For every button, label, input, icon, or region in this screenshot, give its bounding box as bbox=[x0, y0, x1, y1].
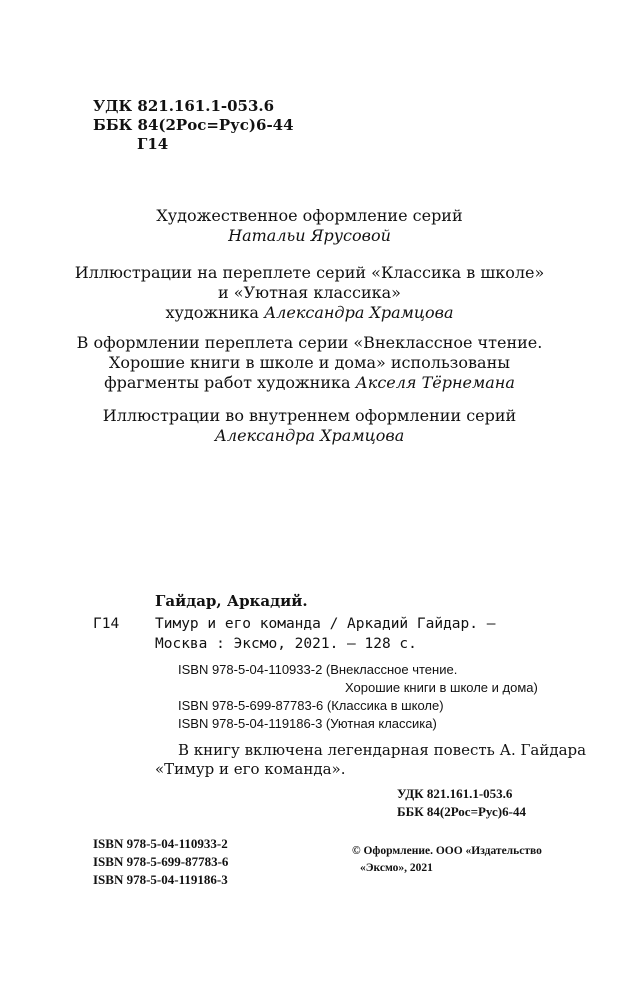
credits-cover-illustration-line: Иллюстрации на переплете серий «Классика в школе» bbox=[74, 263, 545, 282]
credits-inner-illustration-line: Иллюстрации во внутреннем оформлении серий bbox=[102, 406, 517, 425]
catalog-title-line: Тимур и его команда / Аркадий Гайдар. — bbox=[155, 616, 496, 632]
credits-binding-artist-prefix: фрагменты работ художника bbox=[104, 373, 351, 392]
credits-cover-artist-name: Александра Храмцова bbox=[264, 303, 454, 322]
udk-code: УДК 821.161.1-053.6 bbox=[93, 97, 275, 115]
catalog-annotation-line2: «Тимур и его команда». bbox=[155, 760, 346, 778]
credits-design-line: Художественное оформление серий bbox=[156, 206, 463, 225]
catalog-isbn-line: Хорошие книги в школе и дома) bbox=[345, 680, 538, 695]
catalog-isbn-line: ISBN 978-5-699-87783-6 (Классика в школе) bbox=[178, 698, 444, 713]
copyright-line1: © Оформление. ООО «Издательство bbox=[352, 845, 542, 857]
catalog-mark: Г14 bbox=[93, 616, 120, 632]
footer-isbn: ISBN 978-5-699-87783-6 bbox=[93, 854, 229, 869]
credits-binding-line1: В оформлении переплета серии «Внеклассное чтение. bbox=[76, 333, 543, 352]
catalog-annotation-line1: В книгу включена легендарная повесть А. Гайдара bbox=[178, 741, 587, 759]
credits-cover-series-line: и «Уютная классика» bbox=[218, 283, 401, 302]
catalog-isbn-line: ISBN 978-5-04-110933-2 (Внеклассное чтение. bbox=[178, 662, 458, 677]
credits-binding-artist-line bbox=[0, 373, 619, 393]
copyright-line2: «Эксмо», 2021 bbox=[360, 862, 433, 874]
credits-binding-artist-name: Акселя Тёрнемана bbox=[355, 373, 515, 392]
footer-isbn: ISBN 978-5-04-110933-2 bbox=[93, 836, 228, 851]
catalog-pub-line: Москва : Эксмо, 2021. — 128 с. bbox=[155, 636, 417, 652]
author-mark: Г14 bbox=[137, 135, 169, 153]
credits-inner-illustration-name: Александра Храмцова bbox=[214, 426, 405, 445]
catalog-isbn-line: ISBN 978-5-04-119186-3 (Уютная классика) bbox=[178, 716, 437, 731]
credits-cover-artist-line bbox=[0, 303, 619, 323]
catalog-bbk: ББК 84(2Рос=Рус)6-44 bbox=[397, 804, 526, 819]
credits-design-name: Натальи Ярусовой bbox=[228, 226, 391, 245]
catalog-heading: Гайдар, Аркадий. bbox=[155, 592, 308, 610]
credits-cover-artist-prefix: художника bbox=[165, 303, 259, 322]
bbk-code: ББК 84(2Рос=Рус)6-44 bbox=[93, 116, 294, 134]
footer-isbn: ISBN 978-5-04-119186-3 bbox=[93, 872, 228, 887]
credits-binding-line2: Хорошие книги в школе и дома» использованы bbox=[109, 353, 510, 372]
catalog-udk: УДК 821.161.1-053.6 bbox=[397, 786, 513, 801]
